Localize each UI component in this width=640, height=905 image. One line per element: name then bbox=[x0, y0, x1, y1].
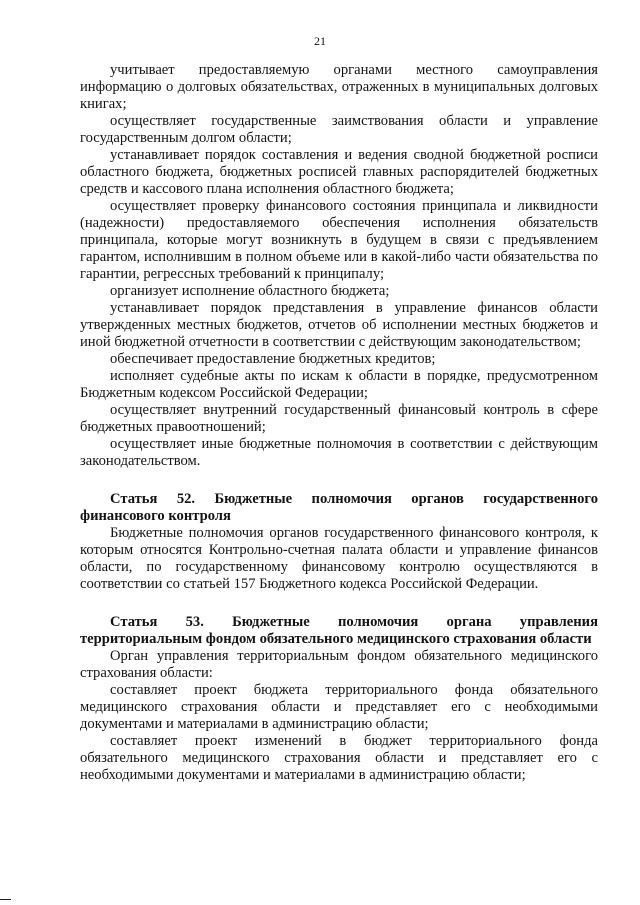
list-item: осуществляет проверку финансового состояния принципала и ликвидности (надежности) предоставляемого обеспечения исполнения обязательств принципала, которые могут возникнуть в будущем в связи с предъявлением гарантом, исполнившим в полном объеме или в какой-либо части обязательства по гарантии, регрессных требований к принципалу; bbox=[80, 198, 598, 282]
page-number: 21 bbox=[314, 34, 326, 48]
list-item: организует исполнение областного бюджета; bbox=[110, 283, 390, 299]
list-item: составляет проект изменений в бюджет территориального фонда обязательного медицинского страхования области и представляет его с необходимыми документами и материалами в администрацию области; bbox=[80, 733, 598, 783]
list-item: осуществляет внутренний государственный финансовый контроль в сфере бюджетных правоотношений; bbox=[80, 402, 598, 435]
article-52-heading: Статья 52. Бюджетные полномочия органов государственного финансового контроля bbox=[80, 491, 598, 524]
list-item: обеспечивает предоставление бюджетных кредитов; bbox=[110, 351, 436, 367]
list-item: составляет проект бюджета территориального фонда обязательного медицинского страхования области и представляет его с необходимыми документами и материалами в администрацию области; bbox=[80, 682, 598, 732]
list-item: осуществляет иные бюджетные полномочия в соответствии с действующим законодательством. bbox=[80, 436, 598, 469]
article-53-heading: Статья 53. Бюджетные полномочия органа управления территориальным фондом обязательного медицинского страхования области bbox=[80, 614, 598, 647]
list-item: учитывает предоставляемую органами местного самоуправления информацию о долговых обязательствах, отраженных в муниципальных долговых книгах; bbox=[80, 62, 598, 112]
page-edge-mark bbox=[0, 899, 11, 900]
list-item: устанавливает порядок представления в управление финансов области утвержденных местных бюджетов, отчетов об исполнении местных бюджетов и иной бюджетной отчетности в соответствии с действующим законодательством; bbox=[80, 300, 598, 350]
list-item: осуществляет государственные заимствования области и управление государственным долгом области; bbox=[80, 113, 598, 146]
list-item: исполняет судебные акты по искам к области в порядке, предусмотренном Бюджетным кодексом Российской Федерации; bbox=[80, 368, 598, 401]
document-body bbox=[80, 62, 598, 784]
article-52-body: Бюджетные полномочия органов государственного финансового контроля, к которым относятся Контрольно-счетная палата области и управление финансов области, по государственному финансовому контролю осуществляются в соответствии со статьей 157 Бюджетного кодекса Российской Федерации. bbox=[80, 525, 598, 592]
article-53-intro: Орган управления территориальным фондом обязательного медицинского страхования области: bbox=[80, 648, 598, 681]
list-item: устанавливает порядок составления и ведения сводной бюджетной росписи областного бюджета, бюджетных росписей главных распорядителей бюджетных средств и кассового плана исполнения областного бюджета; bbox=[80, 147, 598, 197]
